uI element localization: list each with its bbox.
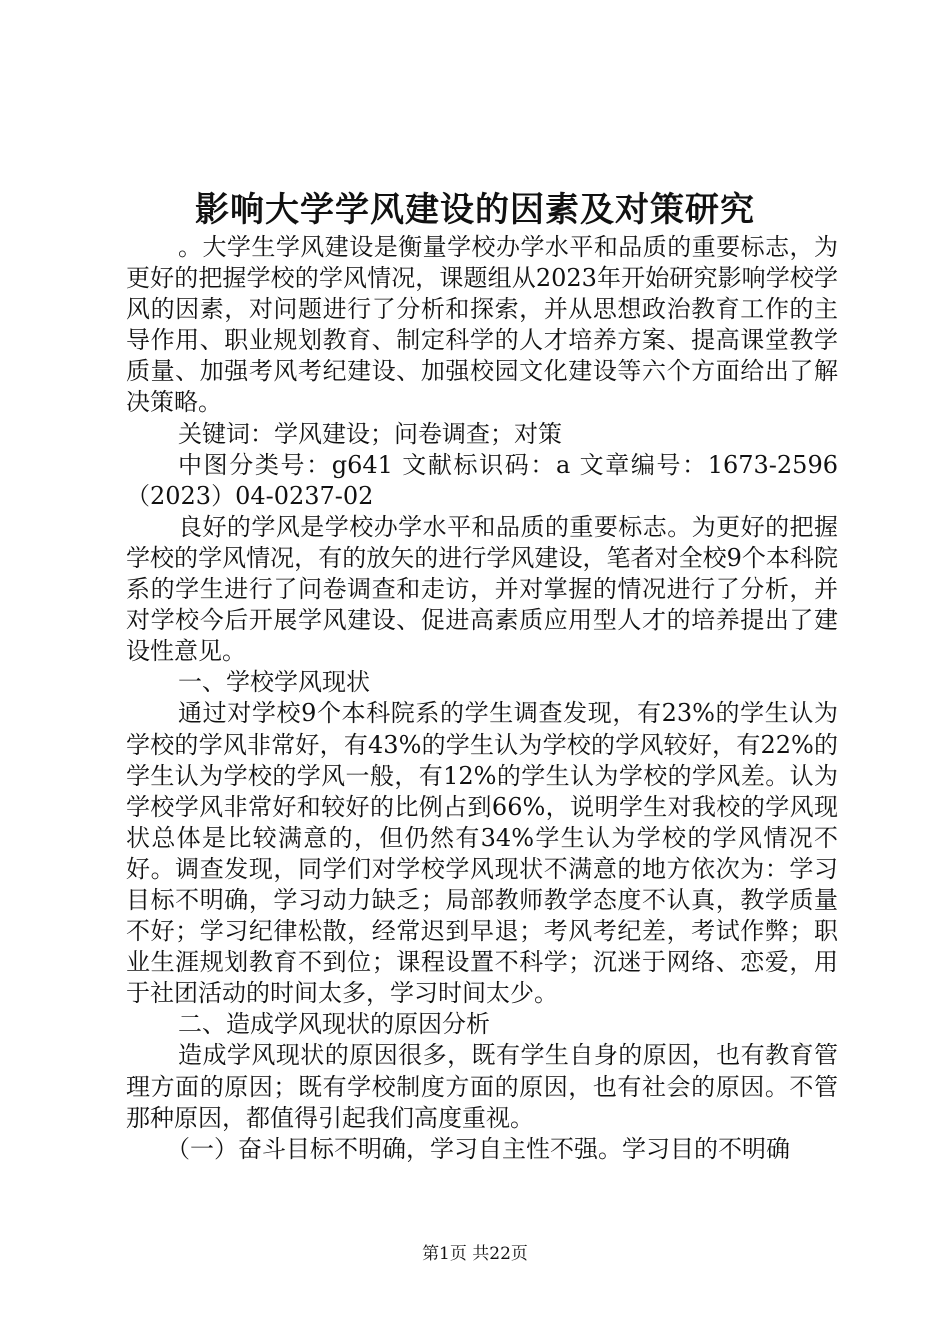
section-1-heading: 一、学校学风现状 [178,668,370,697]
section-1-paragraph: 通过对学校9个本科院系的学生调查发现，有23%的学生认为学校的学风非常好，有43%的学生认为学校的学风较好，有22%的学生认为学校的学风一般，有12%的学生认为学校的学风差。认为学校学风非常好和较好的比例占到66%，说明学生对我校的学风现状总体是比较满意的，但仍然有34%学生认为学校的学风情况不好。调查发现，同学们对学校学风现状不满意的地方依次为：学习目标不明确，学习动力缺乏；局部教师教学态度不认真，教学质量不好；学习纪律松散，经常迟到早退；考风考纪差，考试作弊；职业生涯规划教育不到位；课程设置不科学；沉迷于网络、恋爱，用于社团活动的时间太多，学习时间太少。 [126,699,838,1008]
classification-paragraph: 中图分类号：g641 文献标识码：a 文章编号：1673-2596（2023）04-0237-02 [126,450,838,510]
section-2-paragraph: 造成学风现状的原因很多，既有学生自身的原因，也有教育管理方面的原因；既有学校制度方面的原因，也有社会的原因。不管那种原因，都值得引起我们高度重视。 [126,1041,838,1132]
subsection-1-paragraph: （一）奋斗目标不明确，学习自主性不强。学习目的不明确 [166,1134,790,1163]
abstract-paragraph: 。大学生学风建设是衡量学校办学水平和品质的重要标志，为更好的把握学校的学风情况，课题组从2023年开始研究影响学校学风的因素，对问题进行了分析和探索，并从思想政治教育工作的主导作用、职业规划教育、制定科学的人才培养方案、提高课堂教学质量、加强考风考纪建设、加强校园文化建设等六个方面给出了解决策略。 [126,233,838,417]
section-2-heading: 二、造成学风现状的原因分析 [178,1010,490,1039]
page-number: 第1页 共22页 [422,1244,528,1264]
keywords-paragraph: 关键词：学风建设；问卷调查；对策 [178,419,562,448]
document-title: 影响大学学风建设的因素及对策研究 [195,190,755,230]
document-body [126,232,838,1165]
intro-paragraph: 良好的学风是学校办学水平和品质的重要标志。为更好的把握学校的学风情况，有的放矢的进行学风建设，笔者对全校9个本科院系的学生进行了问卷调查和走访，并对掌握的情况进行了分析，并对学校今后开展学风建设、促进高素质应用型人才的培养提出了建设性意见。 [126,512,838,666]
